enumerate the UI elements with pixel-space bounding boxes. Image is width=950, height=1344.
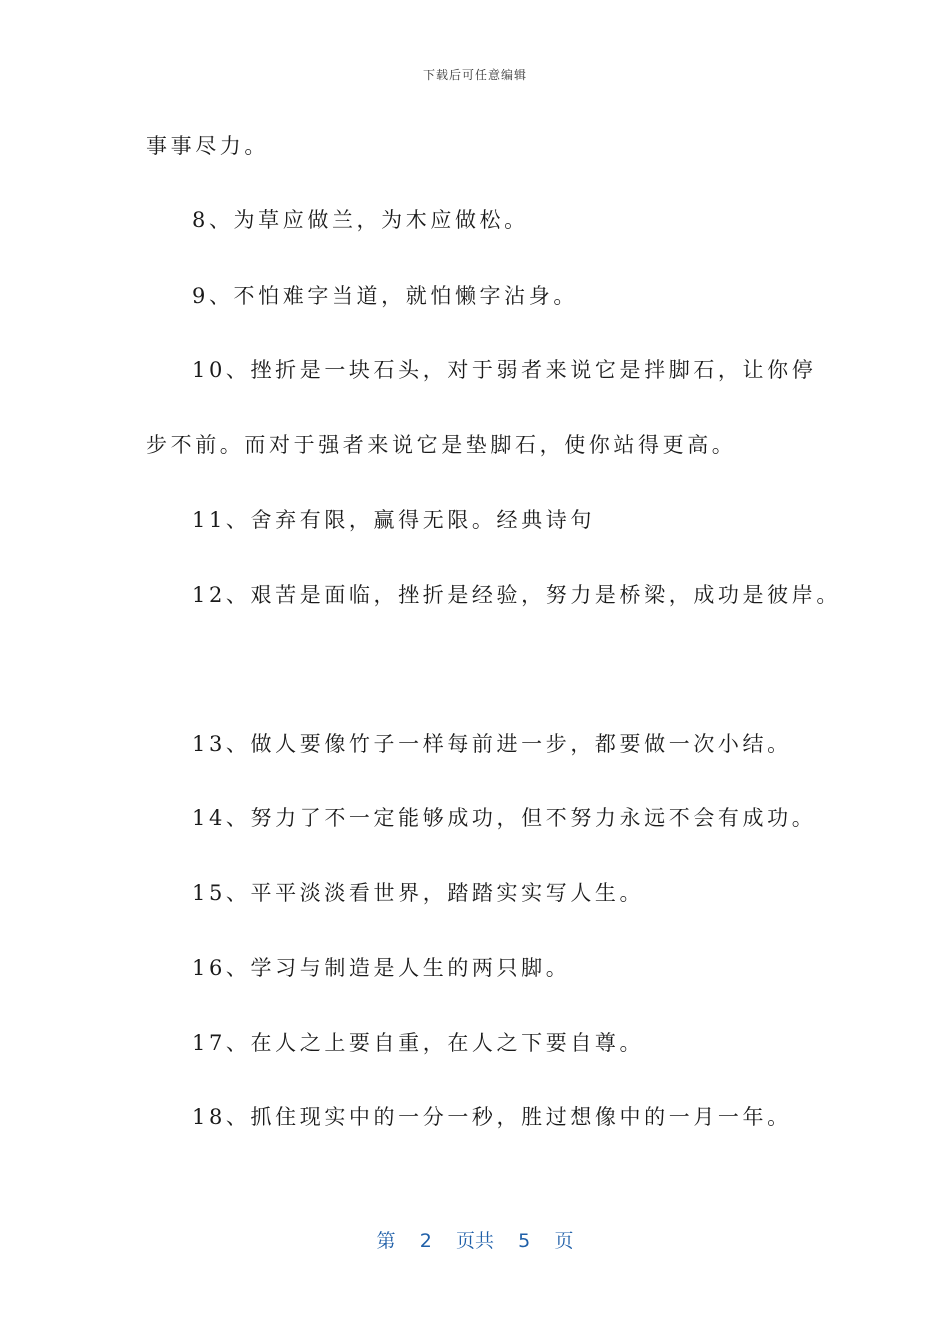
text-line: 16、学习与制造是人生的两只脚。 [192,956,571,980]
text-line: 步不前。而对于强者来说它是垫脚石，使你站得更高。 [146,433,737,457]
text-line: 12、艰苦是面临，挫折是经验，努力是桥梁，成功是彼岸。 [192,583,841,607]
page-header: 下载后可任意编辑 [422,68,527,82]
footer-current-page: 2 [419,1230,432,1252]
text-line: 事事尽力。 [146,134,269,158]
page-footer [0,1226,950,1253]
text-line: 10、挫折是一块石头，对于弱者来说它是拌脚石，让你停 [192,358,817,382]
text-line: 8、为草应做兰，为木应做松。 [192,208,529,232]
text-line: 13、做人要像竹子一样每前进一步，都要做一次小结。 [192,732,792,756]
text-line: 9、不怕难字当道，就怕懒字沾身。 [192,284,578,308]
text-line: 14、努力了不一定能够成功，但不努力永远不会有成功。 [192,806,817,830]
footer-middle: 页共 [455,1230,494,1252]
footer-suffix: 页 [554,1230,574,1252]
footer-total-pages: 5 [518,1230,531,1252]
text-line: 17、在人之上要自重，在人之下要自尊。 [192,1031,645,1055]
text-line: 15、平平淡淡看世界，踏踏实实写人生。 [192,881,645,905]
footer-prefix: 第 [376,1230,396,1252]
text-line: 18、抓住现实中的一分一秒，胜过想像中的一月一年。 [192,1105,792,1129]
text-line: 11、舍弃有限，赢得无限。经典诗句 [192,508,595,532]
